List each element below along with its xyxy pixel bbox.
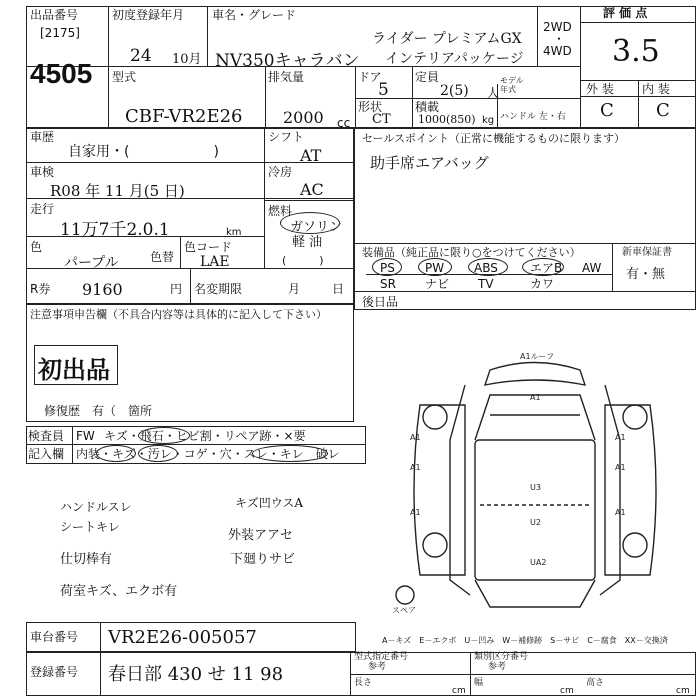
shape-label: 形状 [358,100,383,114]
diag-label-3: A1 [615,433,626,442]
lot-label: 出品番号 [30,8,79,22]
marks-label: 記入欄 [28,447,65,461]
name-label: 車名・グレード [212,8,297,22]
notes-label: 注意事項申告欄（不具合内容等は具体的に記入して下さい） [30,308,327,321]
capacity-unit: 人 [487,86,500,100]
color-code-value: LAE [200,254,230,270]
warranty-value: 有・無 [626,267,666,282]
fuel-gasoline: ガソリン [290,220,343,235]
equip-sr: SR [380,277,396,291]
first-listing-text: 初出品 [38,356,110,384]
drive-4wd: 4WD [543,44,572,58]
first-reg-label: 初度登録年月 [112,8,185,22]
marks-items: 内装・キズ・汚レ・コゲ・穴・スレ・キレ 破レ [76,447,340,461]
color-code-label: 色コード [184,240,233,254]
lot-number: 4505 [30,58,93,89]
equip-abs-circle [468,258,508,276]
interior-label: 内 装 [642,82,670,96]
model-value: CBF-VR2E26 [125,106,243,127]
diag-label-roof: A1ルーフ [520,352,555,361]
shift-label: シフト [268,130,305,144]
repair-history: 修復歴 有（ 箇所 [44,404,153,418]
ac-value: AC [300,180,324,199]
type-spec-sub: 参考 [368,662,387,672]
lot-sub: [2175] [40,26,80,40]
first-reg-month: 10月 [172,52,202,67]
remark-3: 仕切棒有 [60,552,113,567]
exterior-label: 外 装 [586,82,614,96]
history-label: 車歴 [30,130,55,144]
grade-line1: ライダー プレミアムGX [372,31,522,47]
handle-label: ハンドル 左・右 [500,112,566,122]
doors-label: ドア [358,70,382,84]
recycle-label: R券 [30,282,51,296]
dirty-circle [138,445,178,462]
height-unit: cm [676,686,690,696]
equip-leather: カワ [530,277,555,291]
diag-label-4: A1 [410,463,421,472]
shape-value: CT [372,112,391,127]
name-change-month: 月 [288,282,301,296]
equip-airbag: エアB [530,261,563,275]
wear-tear-circle [252,445,328,462]
sales-point-label: セールスポイント（正常に機能するものに限ります） [362,132,626,145]
load-label: 積載 [415,100,440,114]
equip-aw: AW [582,261,602,275]
load-unit: kg [482,115,495,126]
equipment-label: 装備品（純正品に限り○をつけてください） [362,246,581,259]
warranty-label: 新車保証書 [622,247,672,258]
remark-2: シートキレ [60,520,120,534]
remark-right-1: キズ凹ウスA [235,496,304,510]
diag-label-6: A1 [410,508,421,517]
car-damage-diagram [380,345,690,625]
equip-abs: ABS [474,261,498,275]
stone-chip-circle [138,427,190,444]
reg-value: 春日部 430 せ 11 98 [108,664,284,685]
interior-value: C [656,100,670,121]
diag-label-u3: U3 [530,483,541,492]
mileage-value: 11万7千2.0.1 [60,220,170,240]
first-reg-year: 24 [130,46,152,66]
equip-pw: PW [425,261,445,275]
inspection-value: R08 年 11 月(5 日) [50,182,185,200]
doors-value: 5 [378,80,389,100]
color-change-label: 色替 [150,250,175,264]
type-spec-label: 型式指定番号 [354,652,409,662]
name-change-label: 名変期限 [194,282,243,296]
length-unit: cm [452,686,466,696]
remark-4: 荷室キズ、エクボ有 [60,584,178,599]
equip-navi: ナビ [425,277,450,291]
remark-right-3: 下廻りサビ [230,552,296,567]
scratch-circle [96,445,136,462]
displacement-unit: cc [337,116,351,130]
name-change-day: 日 [332,282,345,296]
recycle-value: 9160 [82,280,123,299]
diag-label-1: A1 [530,393,541,402]
displacement-value: 2000 [283,108,324,127]
chassis-label: 車台番号 [30,630,79,644]
diag-label-2: A1 [410,433,421,442]
model-label: 型式 [112,70,137,84]
sales-point-value: 助手席エアバッグ [370,154,489,172]
remark-1: ハンドルスレ [60,500,132,514]
capacity-label: 定員 [415,70,440,84]
inspector-fw: FW [76,429,95,443]
length-label: 長さ [354,678,373,688]
model-year-label: モデル年式 [500,76,524,94]
rating-value: 3.5 [612,34,660,69]
equip-tv: TV [478,277,494,291]
diag-label-7: A1 [615,508,626,517]
inspector-items: キズ・飛石・ヒビ割・リペア跡・×要 [104,429,306,443]
recycle-unit: 円 [170,282,183,296]
displacement-label: 排気量 [268,70,305,84]
inspector-label: 検査員 [28,429,65,443]
width-label: 幅 [474,678,484,688]
diag-label-spare: スペア [392,606,416,615]
mileage-unit: km [226,227,242,238]
fuel-diesel: 軽 油 [292,235,323,250]
class-sub: 参考 [488,662,507,672]
color-value: パープル [64,255,119,271]
chassis-value: VR2E26-005057 [108,627,257,648]
ac-label: 冷房 [268,165,293,179]
exterior-value: C [600,100,614,121]
equip-ps-circle [372,258,402,276]
remark-right-2: 外装アアセ [228,528,293,543]
load-value: 1000(850) [418,113,476,126]
diag-label-ua2: UA2 [530,558,547,567]
drive-2wd: 2WD [543,20,572,34]
fuel-paren: ( ) [282,254,324,267]
car-name: NV350キャラバン [215,51,360,71]
equip-ps: PS [380,261,395,275]
height-label: 高さ [586,678,605,688]
inspection-label: 車検 [30,165,55,179]
diagram-legend: A－キズ E－エクボ U－凹み W－補修跡 S－サビ C－腐食 XX－交換済 [382,636,668,645]
capacity-value: 2(5) [440,83,469,99]
after-install-label: 後日品 [362,295,399,309]
color-label: 色 [30,240,43,254]
reg-label: 登録番号 [30,665,79,679]
width-unit: cm [560,686,574,696]
diag-label-5: A1 [615,463,626,472]
equip-airbag-circle [522,258,564,276]
class-label: 類別区分番号 [474,652,529,662]
rating-label: 評 価 点 [603,6,648,20]
diag-label-u2: U2 [530,518,541,527]
fuel-label: 燃料 [268,204,293,218]
equip-pw-circle [418,258,452,276]
grade-line2: インテリアパッケージ [385,51,524,67]
shift-value: AT [300,146,322,165]
fuel-gasoline-circle [280,212,343,235]
history-value: 自家用・( ) [68,144,219,160]
drive-dot: ・ [553,32,566,46]
mileage-label: 走行 [30,202,55,216]
